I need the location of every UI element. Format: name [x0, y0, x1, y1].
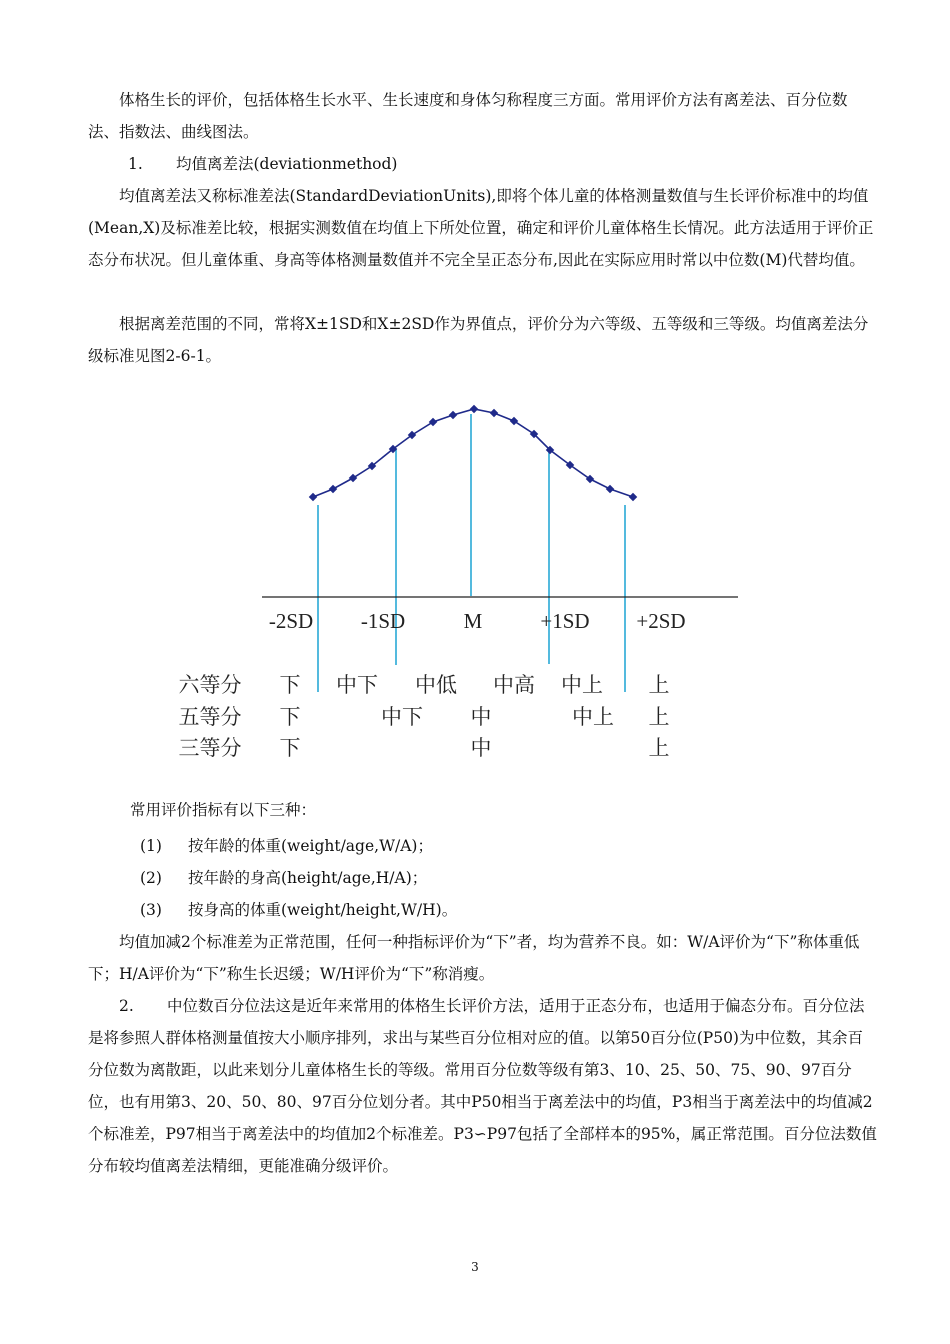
three-grade-2: 中 — [470, 736, 492, 760]
indicator-item — [140, 894, 457, 926]
indicator-item — [140, 830, 433, 862]
section-1-paragraph-2: 根据离差范围的不同，常将X±1SD和X±2SD作为界值点，评价分为六等级、五等级和三等级。均值离差法分级标准见图2-6-1。 — [88, 315, 869, 365]
section-2-number: 2. — [119, 997, 134, 1015]
row-six-label: 六等分 — [178, 673, 242, 697]
intro-paragraph: 体格生长的评价，包括体格生长水平、生长速度和身体匀称程度三方面。常用评价方法有离差法、百分位数法、指数法、曲线图法。 — [88, 91, 848, 141]
six-grade-3: 中低 — [415, 673, 457, 697]
curve-point — [490, 409, 498, 417]
section-1-paragraph-1: 均值离差法又称标准差法(StandardDeviationUnits),即将个体儿童的体格测量数值与生长评价标准中的均值(Mean,X)及标准差比较，根据实测数值在均值上下所处位置，确定和评价儿童体格生长情况。此方法适用于评价正态分布状况。但儿童体重、身高等体格测量数值并不完全呈正态分布,因此在实际应用时常以中位数(M)代替均值。 — [88, 187, 874, 269]
axis-label-minus1sd: -1SD — [360, 609, 406, 633]
curve-point — [309, 493, 317, 501]
boundary-lines — [318, 414, 625, 692]
curve-point — [629, 493, 637, 501]
five-grade-1: 下 — [279, 705, 301, 729]
section-1-number: 1. — [128, 155, 143, 173]
normal-curve — [313, 409, 633, 497]
indicator-number: (1) — [140, 837, 162, 855]
curve-point — [510, 417, 518, 425]
five-grade-3: 中 — [470, 705, 492, 729]
indicator-number: (3) — [140, 901, 162, 919]
curve-point — [606, 485, 614, 493]
indicator-text: 按身高的体重(weight/height,W/H)。 — [188, 901, 458, 919]
curve-point — [329, 485, 337, 493]
indicator-item — [140, 862, 427, 894]
section-2-paragraph — [88, 990, 878, 1182]
six-grade-5: 中上 — [561, 673, 603, 697]
curve-point — [349, 474, 357, 482]
six-grade-4: 中高 — [493, 673, 535, 697]
six-grade-6: 上 — [648, 673, 670, 697]
axis-label-plus2sd: +2SD — [636, 609, 686, 633]
curve-point — [470, 405, 478, 413]
page-number: 3 — [471, 1260, 479, 1274]
curve-point — [429, 418, 437, 426]
section-1-heading: 均值离差法(deviationmethod) — [176, 155, 398, 173]
axis-label-m: M — [463, 609, 483, 633]
section-2-text: 中位数百分位法这是近年来常用的体格生长评价方法，适用于正态分布，也适用于偏态分布。百分位法是将参照人群体格测量值按大小顺序排列，求出与某些百分位相对应的值。以第50百分位(P50)为中位数，其余百分位数为离散距，以此来划分儿童体格生长的等级。常用百分位数等级有第3、10、25、50、75、90、97百分位，也有用第3、20、50、80、97百分位划分者。其中P50相当于离差法中的均值，P3相当于离差法中的均值减2个标准差，P97相当于离差法中的均值加2个标准差。P3∽P97包括了全部样本的95%，属正常范围。百分位法数值分布较均值离差法精细，更能准确分级评价。 — [88, 997, 877, 1175]
row-three-label: 三等分 — [178, 736, 242, 760]
six-grade-1: 下 — [279, 673, 301, 697]
section-1-paragraph-3: 均值加减2个标准差为正常范围，任何一种指标评价为“下”者，均为营养不良。如：W/A评价为“下”称体重低下；H/A评价为“下”称生长迟缓；W/H评价为“下”称消瘦。 — [88, 933, 860, 983]
indicator-text: 按年龄的体重(weight/age,W/A)； — [188, 837, 433, 855]
curve-points — [309, 405, 637, 501]
three-grade-1: 下 — [279, 736, 301, 760]
three-grade-3: 上 — [648, 736, 670, 760]
six-grade-2: 中下 — [336, 673, 378, 697]
row-five-label: 五等分 — [178, 705, 242, 729]
indicator-number: (2) — [140, 869, 162, 887]
axis-label-minus2sd: -2SD — [268, 609, 314, 633]
axis-label-plus1sd: +1SD — [540, 609, 590, 633]
five-grade-4: 中上 — [572, 705, 614, 729]
indicators-intro: 常用评价指标有以下三种： — [130, 801, 317, 819]
indicator-text: 按年龄的身高(height/age,H/A)； — [188, 869, 428, 887]
curve-point — [449, 411, 457, 419]
five-grade-5: 上 — [648, 705, 670, 729]
five-grade-2: 中下 — [381, 705, 423, 729]
